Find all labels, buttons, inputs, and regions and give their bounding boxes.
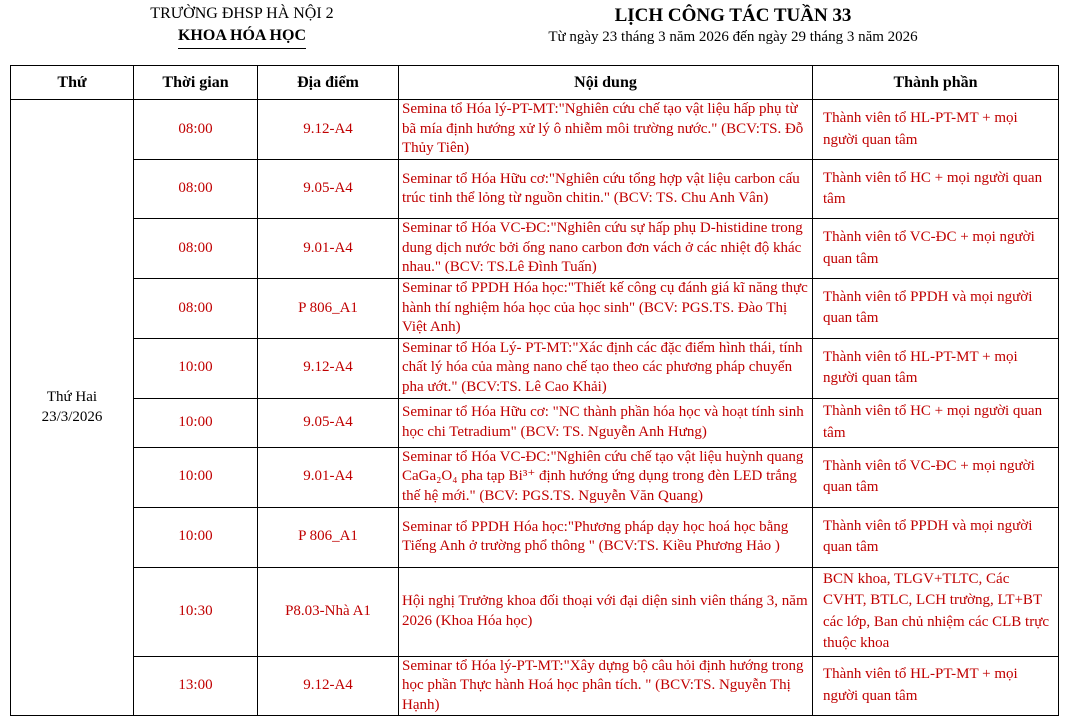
members-cell: Thành viên tổ HL-PT-MT + mọi người quan tâm	[813, 100, 1059, 160]
members-cell: Thành viên tổ HC + mọi người quan tâm	[813, 398, 1059, 447]
members-cell: Thành viên tổ HL-PT-MT + mọi người quan tâm	[813, 656, 1059, 716]
members-cell: Thành viên tổ HL-PT-MT + mọi người quan tâm	[813, 338, 1059, 398]
members-cell: Thành viên tổ VC-ĐC + mọi người quan tâm	[813, 219, 1059, 279]
time-cell: 10:00	[134, 447, 258, 507]
members-cell: BCN khoa, TLGV+TLTC, Các CVHT, BTLC, LCH trường, LT+BT các lớp, Ban chủ nhiệm các CLB trực thuộc khoa	[813, 567, 1059, 656]
table-row	[11, 219, 1059, 279]
table-row	[11, 100, 1059, 160]
content-cell: Semina tổ Hóa lý-PT-MT:"Nghiên cứu chế tạo vật liệu hấp phụ từ bã mía định hướng xử lý ô nhiễm môi trường nước." (BCV:TS. Đỗ Thủy Tiên)	[399, 100, 813, 160]
content-cell: Seminar tổ PPDH Hóa học:"Phương pháp dạy học hoá học bằng Tiếng Anh ở trường phổ thông " (BCV:TS. Kiều Phương Hảo )	[399, 507, 813, 567]
content-cell: Seminar tổ Hóa Lý- PT-MT:"Xác định các đặc điểm hình thái, tính chất lý hóa của màng nano chế tạo theo các phương pháp chuyển pha ướt." (BCV:TS. Lê Cao Khải)	[399, 338, 813, 398]
place-cell: P 806_A1	[258, 507, 399, 567]
place-cell: P 806_A1	[258, 279, 399, 339]
time-cell: 08:00	[134, 100, 258, 160]
members-cell: Thành viên tổ HC + mọi người quan tâm	[813, 160, 1059, 219]
place-cell: 9.01-A4	[258, 447, 399, 507]
table-row	[11, 160, 1059, 219]
time-cell: 10:00	[134, 338, 258, 398]
time-cell: 13:00	[134, 656, 258, 716]
members-cell: Thành viên tổ PPDH và mọi người quan tâm	[813, 507, 1059, 567]
members-cell: Thành viên tổ PPDH và mọi người quan tâm	[813, 279, 1059, 339]
column-header-day: Thứ	[11, 66, 134, 100]
time-cell: 10:00	[134, 398, 258, 447]
table-header-row	[11, 66, 1059, 100]
content-cell: Hội nghị Trưởng khoa đối thoại với đại diện sinh viên tháng 3, năm 2026 (Khoa Hóa học)	[399, 567, 813, 656]
column-header-members: Thành phần	[813, 66, 1059, 100]
content-cell: Seminar tổ Hóa lý-PT-MT:"Xây dựng bộ câu hỏi định hướng trong học phần Thực hành Hoá học phân tích. " (BCV:TS. Nguyễn Thị Hạnh)	[399, 656, 813, 716]
content-cell: Seminar tổ Hóa VC-ĐC:"Nghiên cứu chế tạo vật liệu huỳnh quang CaGa₂O₄ pha tạp Bi³⁺ định hướng ứng dụng trong đèn LED trắng thế hệ mới." (BCV: PGS.TS. Nguyễn Văn Quang)	[399, 447, 813, 507]
content-cell: Seminar tổ PPDH Hóa học:"Thiết kế công cụ đánh giá kĩ năng thực hành thí nghiệm hóa học của học sinh" (BCV: PGS.TS. Đào Thị Việt Anh)	[399, 279, 813, 339]
place-cell: 9.05-A4	[258, 398, 399, 447]
members-cell: Thành viên tổ VC-ĐC + mọi người quan tâm	[813, 447, 1059, 507]
column-header-content: Nội dung	[399, 66, 813, 100]
page-title: LỊCH CÔNG TÁC TUẦN 33	[614, 5, 852, 26]
table-row	[11, 507, 1059, 567]
place-cell: 9.12-A4	[258, 100, 399, 160]
day-label: Thứ Hai	[46, 389, 98, 405]
content-cell: Seminar tổ Hóa Hữu cơ: "NC thành phần hóa học và hoạt tính sinh học chi Tetradium" (BCV: TS. Nguyễn Anh Hưng)	[399, 398, 813, 447]
column-header-time: Thời gian	[134, 66, 258, 100]
table-row	[11, 447, 1059, 507]
place-cell: 9.12-A4	[258, 656, 399, 716]
day-date: 23/3/2026	[41, 408, 103, 425]
table-row	[11, 279, 1059, 339]
table-row	[11, 656, 1059, 716]
school-name: TRƯỜNG ĐHSP HÀ NỘI 2	[150, 5, 334, 22]
date-range: Từ ngày 23 tháng 3 năm 2026 đến ngày 29 tháng 3 năm 2026	[548, 29, 918, 45]
time-cell: 10:30	[134, 567, 258, 656]
schedule-table	[10, 65, 1059, 716]
place-cell: P8.03-Nhà A1	[258, 567, 399, 656]
content-cell: Seminar tổ Hóa VC-ĐC:"Nghiên cứu sự hấp phụ D-histidine trong dung dịch nước bởi ống nano carbon đơn vách ở các nhiệt độ khác nhau." (BCV: TS.Lê Đình Tuấn)	[399, 219, 813, 279]
day-cell	[11, 100, 134, 716]
time-cell: 08:00	[134, 279, 258, 339]
place-cell: 9.05-A4	[258, 160, 399, 219]
table-row	[11, 338, 1059, 398]
faculty-name: KHOA HÓA HỌC	[178, 26, 306, 49]
place-cell: 9.12-A4	[258, 338, 399, 398]
content-cell: Seminar tổ Hóa Hữu cơ:"Nghiên cứu tổng hợp vật liệu carbon cấu trúc tinh thể lỏng từ nguồn chitin." (BCV: TS. Chu Anh Vân)	[399, 160, 813, 219]
place-cell: 9.01-A4	[258, 219, 399, 279]
time-cell: 08:00	[134, 160, 258, 219]
header-left	[112, 4, 372, 49]
table-row	[11, 398, 1059, 447]
column-header-place: Địa điểm	[258, 66, 399, 100]
time-cell: 10:00	[134, 507, 258, 567]
header-right	[500, 4, 966, 46]
table-row	[11, 567, 1059, 656]
time-cell: 08:00	[134, 219, 258, 279]
